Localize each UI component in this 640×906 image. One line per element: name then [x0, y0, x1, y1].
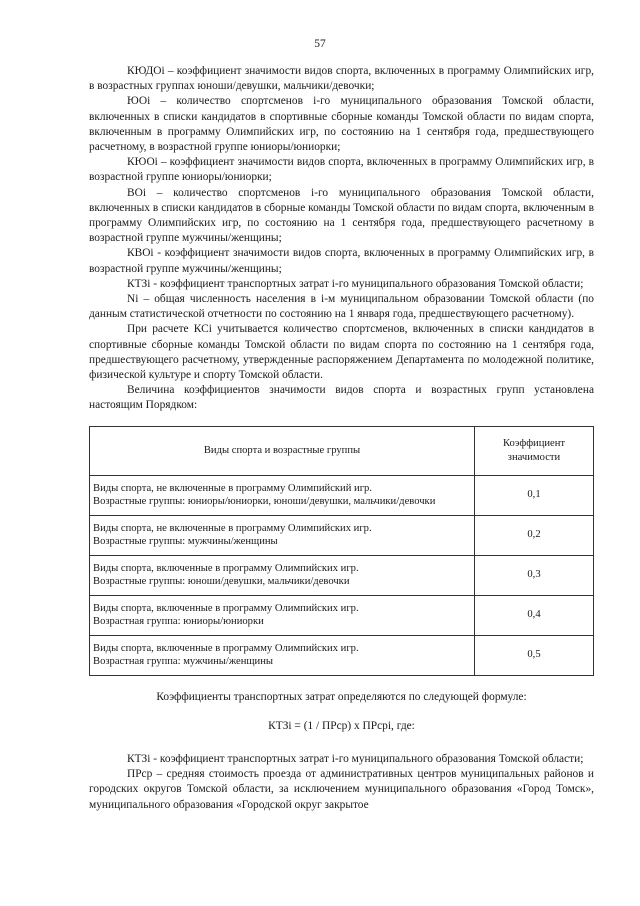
- paragraph-prsr: ПРср – средняя стоимость проезда от административных центров муниципальных районов и городских округов Томской области, за исключением муниципального образования «Город Томск», муниципального образования «Городской округ закрытое: [89, 768, 594, 811]
- row-age-groups: Возрастные группы: мужчины/женщины: [93, 536, 278, 548]
- paragraph-vo: ВОi – количество спортсменов i-го муниципального образования Томской области, включенных в списки кандидатов в сборные команды Томской области по видам спорта, включенным в программу Олимпийских игр, по состоянию на 1 сентября года, предшествующего расчетному в возрастной группе мужчины/женщины;: [89, 186, 594, 245]
- paragraph-kyudo: КЮДОi – коэффициент значимости видов спорта, включенных в программу Олимпийских игр, в возрастных группах юноши/девушки, мальчики/девочки;: [89, 65, 594, 93]
- formula: КТЗi = (1 / ПРср) х ПРсрi, где:: [268, 719, 415, 732]
- row-sports: Виды спорта, включенные в программу Олимпийских игр.: [93, 562, 359, 574]
- paragraph-ktz-definition: КТЗi - коэффициент транспортных затрат i-го муниципального образования Томской области;: [127, 753, 584, 766]
- table-row: [90, 595, 594, 635]
- header-sports-groups: Виды спорта и возрастные группы: [90, 426, 475, 475]
- table-row: [90, 515, 594, 555]
- paragraph-ni: Ni – общая численность населения в i-м муниципальном образовании Томской области (по данным статистической отчетности по состоянию на 1 января года, предшествующего расчетному).: [89, 293, 594, 321]
- row-coefficient: 0,2: [475, 515, 594, 555]
- header-coefficient: [475, 426, 594, 475]
- document-body: [89, 64, 594, 813]
- row-description: [90, 595, 475, 635]
- page-number: 57: [314, 38, 326, 50]
- header-coefficient-line2: значимости: [507, 451, 561, 463]
- row-coefficient: 0,4: [475, 595, 594, 635]
- table-header-row: [90, 426, 594, 475]
- paragraph-kvo: КВОi - коэффициент значимости видов спорта, включенных в программу Олимпийских игр, в возрастной группе мужчины/женщины;: [89, 247, 594, 275]
- row-age-groups: Возрастные группы: юноши/девушки, мальчики/девочки: [93, 576, 350, 588]
- table-row: [90, 635, 594, 675]
- row-age-groups: Возрастная группа: юниоры/юниорки: [93, 616, 264, 628]
- row-coefficient: 0,5: [475, 635, 594, 675]
- row-sports: Виды спорта, не включенные в программу Олимпийских игр.: [93, 522, 372, 534]
- table-row: [90, 475, 594, 515]
- paragraph-kyuo: КЮОi – коэффициент значимости видов спорта, включенных в программу Олимпийских игр, в возрастной группе юниоры/юниорки;: [89, 156, 594, 184]
- row-age-groups: Возрастные группы: юниоры/юниорки, юноши/девушки, мальчики/девочки: [93, 496, 436, 508]
- header-coefficient-line1: Коэффициент: [502, 438, 566, 450]
- table-row: [90, 555, 594, 595]
- row-sports: Виды спорта, не включенные в программу Олимпийский игр.: [93, 482, 373, 494]
- row-description: [90, 515, 475, 555]
- paragraph-table-intro: Величина коэффициентов значимости видов спорта и возрастных групп установлена настоящим Порядком:: [89, 384, 594, 412]
- paragraph-ks-calc: При расчете КСi учитывается количество спортсменов, включенных в списки кандидатов в спортивные сборные команды Томской области по видам спорта по состоянию на 1 сентября года, предшествующего расчетному, утвержденные распоряжением Департамента по молодежной политике, физической культуре и спорту Томской области.: [89, 323, 594, 382]
- paragraph-ktz: КТЗi - коэффициент транспортных затрат i-го муниципального образования Томской области;: [127, 277, 584, 290]
- row-coefficient: 0,3: [475, 555, 594, 595]
- row-age-groups: Возрастная группа: мужчины/женщины: [93, 656, 274, 668]
- row-coefficient: 0,1: [475, 475, 594, 515]
- row-description: [90, 555, 475, 595]
- row-sports: Виды спорта, включенные в программу Олимпийских игр.: [93, 642, 359, 654]
- paragraph-yuo: ЮОi – количество спортсменов i-го муниципального образования Томской области, включенных в списки кандидатов в спортивные сборные команды Томской области по видам спорта, включенным в программу Олимпийских игр, по состоянию на 1 сентября года, предшествующего расчетному, в возрастной группе юниоры/юниорки;: [89, 95, 594, 154]
- coefficient-table: [89, 426, 594, 676]
- row-sports: Виды спорта, включенные в программу Олимпийских игр.: [93, 602, 359, 614]
- formula-intro: Коэффициенты транспортных затрат определяются по следующей формуле:: [156, 690, 527, 703]
- row-description: [90, 475, 475, 515]
- row-description: [90, 635, 475, 675]
